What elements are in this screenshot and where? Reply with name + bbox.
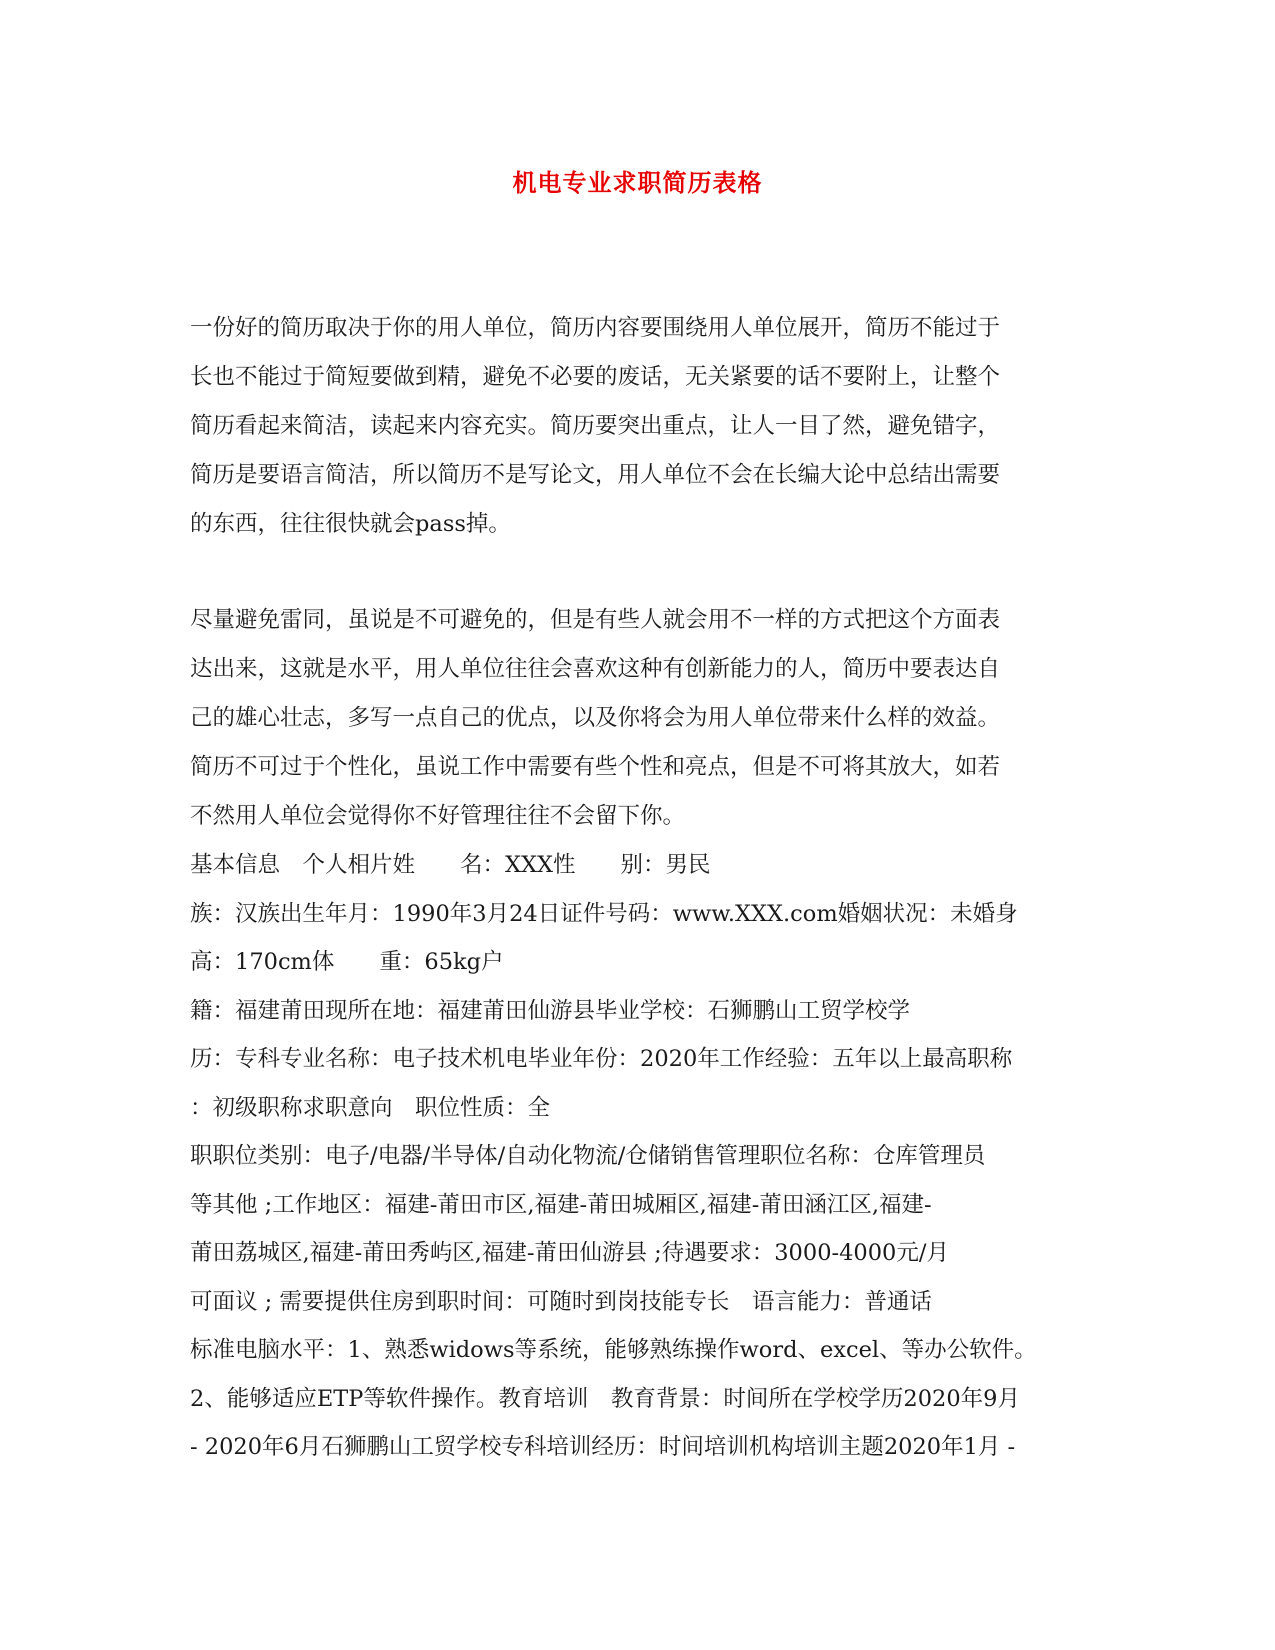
basic-info-line: 高：170cm体 重：65kg户 [190,949,504,975]
job-intent-line: 职职位类别：电子/电器/半导体/自动化物流/仓储销售管理职位名称：仓库管理员 [190,1143,986,1169]
basic-info-line: 基本信息 个人相片姓 名：XXX性 别：男民 [190,852,711,878]
job-intent-line: 可面议 ; 需要提供住房到职时间：可随时到岗技能专长 语言能力：普通话 [190,1288,932,1315]
resume-body [190,596,1090,1472]
skills-line: 标准电脑水平：1、熟悉widows等系统，能够熟练操作word、excel、等办公软件。 [190,1337,1037,1363]
basic-info-line: 历：专科专业名称：电子技术机电毕业年份：2020年工作经验：五年以上最高职称 [190,1046,1013,1072]
paragraph-line: 己的雄心壮志，多写一点自己的优点，以及你将会为用人单位带来什么样的效益。 [190,705,1001,731]
paragraph-line: 达出来，这就是水平，用人单位往往会喜欢这种有创新能力的人，简历中要表达自 [190,656,1001,682]
job-intent-line: 莆田荔城区,福建-莆田秀屿区,福建-莆田仙游县 ;待遇要求：3000-4000元/月 [190,1240,949,1266]
basic-info-line: 籍：福建莆田现所在地：福建莆田仙游县毕业学校：石狮鹏山工贸学校学 [190,997,911,1024]
paragraph-line: 尽量避免雷同，虽说是不可避免的，但是有些人就会用不一样的方式把这个方面表 [190,607,1001,633]
job-intent-line: 等其他 ;工作地区：福建-莆田市区,福建-莆田城厢区,福建-莆田涵江区,福建- [190,1191,932,1218]
paragraph-line: 长也不能过于简短要做到精，避免不必要的废话，无关紧要的话不要附上，让整个 [190,364,1001,390]
basic-info-line: 族：汉族出生年月：1990年3月24日证件号码：www.XXX.com婚姻状况：未婚身 [190,900,1018,927]
paragraph-line: 简历不可过于个性化，虽说工作中需要有些个性和亮点，但是不可将其放大，如若 [190,754,1001,780]
intro-paragraph [190,304,1090,549]
education-line: 2、能够适应ETP等软件操作。教育培训 教育背景：时间所在学校学历2020年9月 [190,1385,1020,1412]
paragraph-line: 不然用人单位会觉得你不好管理往往不会留下你。 [190,803,686,829]
basic-info-line: ：初级职称求职意向 职位性质：全 [190,1094,551,1121]
paragraph-line: 简历看起来简洁，读起来内容充实。简历要突出重点，让人一目了然，避免错字， [190,413,1001,439]
paragraph-line: 的东西，往往很快就会pass掉。 [190,511,511,537]
paragraph-line: 一份好的简历取决于你的用人单位，简历内容要围绕用人单位展开，简历不能过于 [190,315,1001,341]
education-line: - 2020年6月石狮鹏山工贸学校专科培训经历：时间培训机构培训主题2020年1月 - [190,1434,1016,1460]
document-title: 机电专业求职简历表格 [512,168,763,197]
paragraph-line: 简历是要语言简洁，所以简历不是写论文，用人单位不会在长编大论中总结出需要 [190,462,1001,488]
